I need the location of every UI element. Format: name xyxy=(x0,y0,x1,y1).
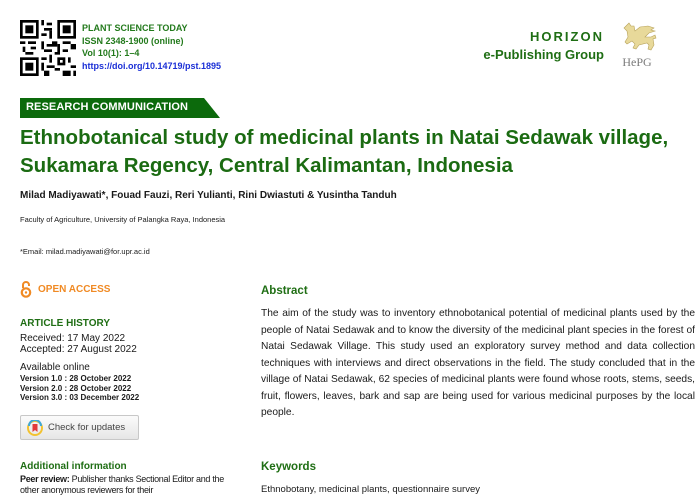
author-list: Milad Madiyawati*, Fouad Fauzi, Reri Yulianti, Rini Dwiastuti & Yusintha Tanduh xyxy=(20,190,397,201)
open-access-lock-icon xyxy=(20,280,32,298)
version-list xyxy=(20,374,139,403)
abstract-text: The aim of the study was to inventory ethnobotanical potential of medicinal plants used by the people of Natai Sedawak and to know the diversity of the medicinal plant species in the forest of Natai Sedawak Village. This study used an exploratory survey method and data collection techniques with interviews and direct observations in the field. The study concluded that in the village of Natai Sedawak, 62 species of medicinal plants were found whose roots, stems, seeds, fruit, flowers, leaves, bark and sap are being used for various medicinal purposes by the local people. xyxy=(261,308,695,418)
corresponding-email[interactable]: *Email: milad.madiyawati@for.upr.ac.id xyxy=(20,247,150,256)
journal-name: PLANT SCIENCE TODAY xyxy=(82,23,188,33)
publisher-name xyxy=(483,29,604,65)
crossmark-icon xyxy=(27,420,43,436)
article-type-banner xyxy=(20,98,220,118)
version-item: Version 1.0 : 28 October 2022 xyxy=(20,374,132,383)
article-type-label: RESEARCH COMMUNICATION xyxy=(26,101,189,113)
version-item: Version 3.0 : 03 December 2022 xyxy=(20,393,140,402)
check-for-updates-label: Check for updates xyxy=(48,422,126,433)
keywords-heading: Keywords xyxy=(261,461,316,473)
doi-link[interactable]: https://doi.org/10.14719/pst.1895 xyxy=(82,60,222,71)
received-date: Received: 17 May 2022 xyxy=(20,333,126,344)
peer-review-label: Peer review: xyxy=(20,474,70,484)
open-access-label: OPEN ACCESS xyxy=(38,283,111,295)
winged-lion-icon xyxy=(612,20,662,70)
journal-issn: ISSN 2348-1900 (online) xyxy=(82,35,184,46)
article-history-dates xyxy=(20,333,137,355)
svg-text:HePG: HePG xyxy=(622,55,652,69)
available-online-label: Available online xyxy=(20,362,90,373)
article-history-heading: ARTICLE HISTORY xyxy=(20,318,111,329)
abstract-heading: Abstract xyxy=(261,285,308,297)
check-for-updates-button[interactable] xyxy=(20,415,139,440)
keywords-text: Ethnobotany, medicinal plants, questionnaire survey xyxy=(261,484,480,495)
additional-info-heading: Additional information xyxy=(20,461,127,472)
publisher-line2: e-Publishing Group xyxy=(483,47,604,62)
publisher-line1: HORIZON xyxy=(530,29,604,44)
version-item: Version 2.0 : 28 October 2022 xyxy=(20,383,132,393)
peer-review-note xyxy=(20,474,245,496)
journal-info xyxy=(82,22,221,72)
journal-volume: Vol 10(1): 1–4 xyxy=(82,48,140,58)
affiliation: Faculty of Agriculture, University of Palangka Raya, Indonesia xyxy=(20,215,226,224)
accepted-date: Accepted: 27 August 2022 xyxy=(20,344,137,355)
peer-review-text: Publisher thanks Sectional Editor and the other anonymous reviewers for their xyxy=(20,474,224,495)
open-access-badge xyxy=(20,280,110,298)
article-title: Ethnobotanical study of medicinal plants in Natai Sedawak village, Sukamara Regency, Central Kalimantan, Indonesia xyxy=(20,126,669,177)
qr-code-icon xyxy=(20,20,76,76)
